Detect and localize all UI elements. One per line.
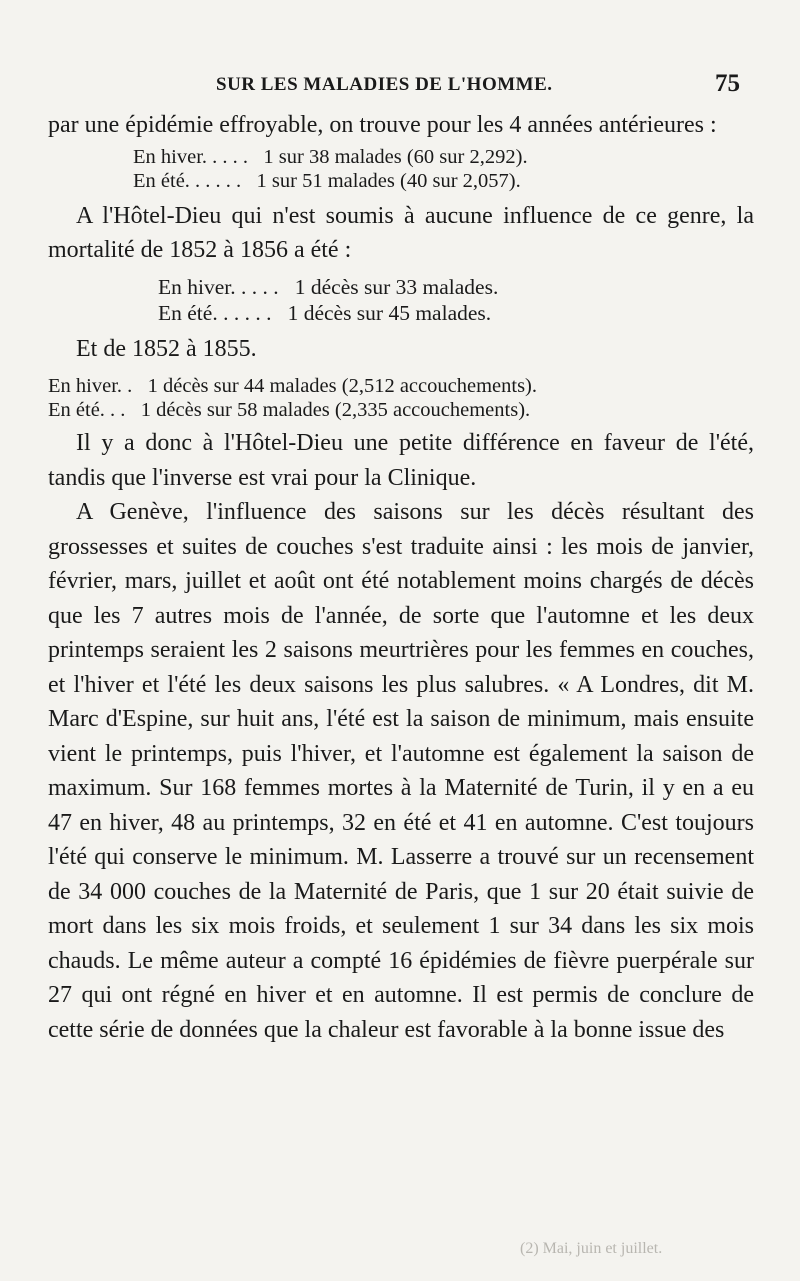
paragraph-3: Et de 1852 à 1855. bbox=[76, 335, 257, 362]
paragraph-2: A l'Hôtel-Dieu qui n'est soumis à aucune influence de ce genre, la mortalité de 1852 à 1856 a été : bbox=[48, 202, 754, 263]
stat-row-summer: En été. . . 1 décès sur 58 malades (2,335 accouchements). bbox=[48, 399, 531, 421]
paragraph-5: A Genève, l'influence des saisons sur les décès résultant des grossesses et suites de couches s'est traduite ainsi : les mois de janvier, février, mars, juillet et août ont été notablement moins chargés de décès que les 7 autres mois de l'année, de sorte que l'automne et les deux printemps seraient les 2 saisons meurtrières pour les femmes en couches, et l'hiver et l'été les deux saisons les plus salubres. « A Londres, dit M. Marc d'Espine, sur huit ans, l'été est la saison de minimum, mais ensuite vient le printemps, puis l'hiver, et l'automne est également la saison de maximum. Sur 168 femmes mortes à la Maternité de Turin, il y en a eu 47 en hiver, 48 au printemps, 32 en été et 41 en automne. C'est toujours l'été qui conserve le minimum. M. Lasserre a trouvé sur un recensement de 34 000 couches de la Maternité de Paris, que 1 sur 20 était suivie de mort dans les six mois froids, et seulement 1 sur 34 dans les six mois chauds. Le même auteur a compté 16 épidémies de fièvre puerpérale sur 27 qui ont régné en hiver et en automne. Il est permis de conclure de cette série de données que la chaleur est favorable à la bonne issue des bbox=[48, 499, 754, 1043]
page-number: 75 bbox=[715, 70, 740, 97]
paragraph-4: Il y a donc à l'Hôtel-Dieu une petite différence en faveur de l'été, tandis que l'inverse est vrai pour la Clinique. bbox=[48, 430, 754, 491]
page-header bbox=[48, 70, 748, 100]
stat-row-winter: En hiver. . 1 décès sur 44 malades (2,512 accouchements). bbox=[48, 375, 537, 397]
stats-table-hotel-dieu-1 bbox=[48, 274, 754, 326]
stats-table-clinique bbox=[48, 145, 754, 193]
stat-row-winter: En hiver. . . . . 1 sur 38 malades (60 sur 2,292). bbox=[133, 145, 528, 168]
bleed-through-footnote: (2) Mai, juin et juillet. bbox=[520, 1240, 663, 1257]
running-title: SUR LES MALADIES DE L'HOMME. bbox=[216, 74, 553, 95]
stats-table-hotel-dieu-2 bbox=[48, 374, 754, 422]
stat-row-winter: En hiver. . . . . 1 décès sur 33 malades. bbox=[158, 274, 499, 299]
body-text bbox=[48, 108, 754, 1047]
stat-row-summer: En été. . . . . . 1 décès sur 45 malades. bbox=[158, 300, 492, 325]
paragraph-1: par une épidémie effroyable, on trouve pour les 4 années antérieures : bbox=[48, 112, 717, 138]
stat-row-summer: En été. . . . . . 1 sur 51 malades (40 sur 2,057). bbox=[133, 169, 521, 192]
